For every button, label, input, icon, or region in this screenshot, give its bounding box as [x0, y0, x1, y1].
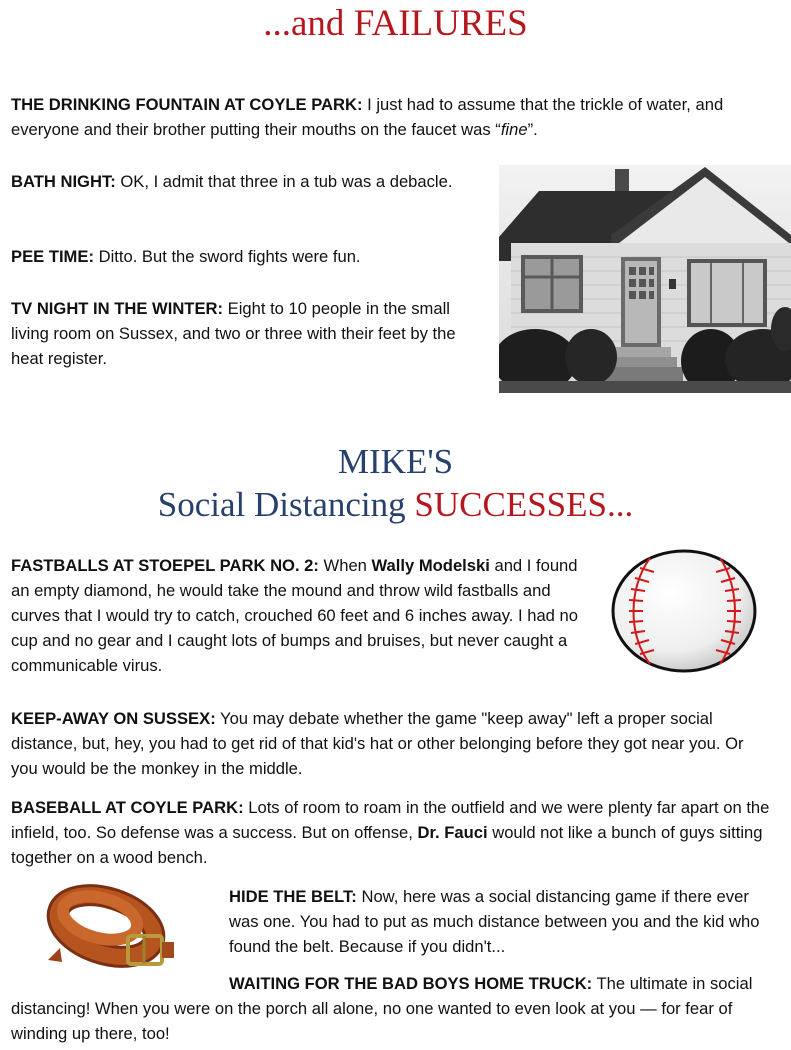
- success-text: When: [318, 556, 372, 575]
- failure-pee-time: [11, 244, 481, 269]
- failure-heading: BATH NIGHT:: [11, 172, 116, 191]
- success-heading: HIDE THE BELT:: [229, 887, 357, 906]
- failure-tv-night: [11, 296, 481, 371]
- successes-title-prefix: Social Distancing: [157, 485, 415, 524]
- success-baseball-coyle: [11, 795, 771, 870]
- failure-text: Ditto. But the sword fights were fun.: [93, 247, 361, 266]
- success-text-end: and I found an empty diamond, he would take the mound and throw wild fastballs and curves that I would try to catch, crouched 60 feet and 6 inches away. I had no cup and no gear and I caught lots of bumps and bruises, but never caught a communicable virus.: [11, 556, 578, 675]
- success-text-end: would not like a bunch of guys sitting together on a wood bench.: [11, 823, 763, 867]
- failure-heading: TV NIGHT IN THE WINTER:: [11, 299, 224, 318]
- failure-emphasis: fine: [500, 120, 528, 139]
- failure-heading: PEE TIME:: [11, 247, 94, 266]
- failure-text: I just had to assume that the trickle of water, and everyone and their brother putting their mouths on the faucet was “: [11, 95, 724, 139]
- baseball-svg: [610, 548, 758, 674]
- failure-text: Eight to 10 people in the small living room on Sussex, and two or three with their feet by the heat register.: [11, 299, 456, 368]
- success-bold-name: Dr. Fauci: [417, 823, 488, 842]
- success-heading: KEEP-AWAY ON SUSSEX:: [11, 709, 216, 728]
- failure-bath-night: [11, 169, 461, 194]
- successes-title-line1: [0, 442, 791, 482]
- success-bold-name: Wally Modelski: [371, 556, 490, 575]
- failure-heading: THE DRINKING FOUNTAIN AT COYLE PARK:: [11, 95, 363, 114]
- successes-title-name: MIKE'S: [337, 442, 454, 481]
- failure-text: OK, I admit that three in a tub was a debacle.: [115, 172, 453, 191]
- success-keep-away: [11, 706, 771, 781]
- success-text: Lots of room to roam in the outfield and we were plenty far apart on the infield, too. So defense was a success. But on offense,: [11, 798, 770, 842]
- success-hide-belt: [229, 884, 774, 959]
- success-heading: BASEBALL AT COYLE PARK:: [11, 798, 244, 817]
- failures-title-prefix: ...and: [263, 3, 354, 44]
- success-fastballs: [11, 553, 596, 678]
- success-heading: WAITING FOR THE BAD BOYS HOME TRUCK:: [229, 974, 593, 993]
- failures-title-word: FAILURES: [353, 3, 528, 44]
- success-text: You may debate whether the game "keep away" left a proper social distance, but, hey, you had to get rid of that kid's hat or other belonging before they got near you. Or you would be the monkey in the middle.: [11, 709, 744, 778]
- failures-title: [0, 2, 791, 46]
- success-text: Now, here was a social distancing game if there ever was one. You had to put as much distance between you and the kid who found the belt. Because if you didn't...: [229, 887, 760, 956]
- failure-drinking-fountain: [11, 92, 771, 142]
- house-photo-svg: [499, 165, 791, 393]
- successes-title-word: SUCCESSES...: [414, 485, 634, 524]
- house-photo: [499, 165, 791, 393]
- success-text: The ultimate in social distancing! When you were on the porch all alone, no one wanted to even look at you — for fear of winding up there, too!: [11, 974, 753, 1043]
- failure-text-end: ”.: [527, 120, 538, 139]
- successes-title-line2: [0, 484, 791, 526]
- baseball-icon: [610, 548, 758, 674]
- belt-icon: [40, 878, 180, 978]
- success-heading: FASTBALLS AT STOEPEL PARK NO. 2:: [11, 556, 319, 575]
- belt-svg: [40, 878, 180, 978]
- success-bad-boys-truck: [11, 971, 776, 1046]
